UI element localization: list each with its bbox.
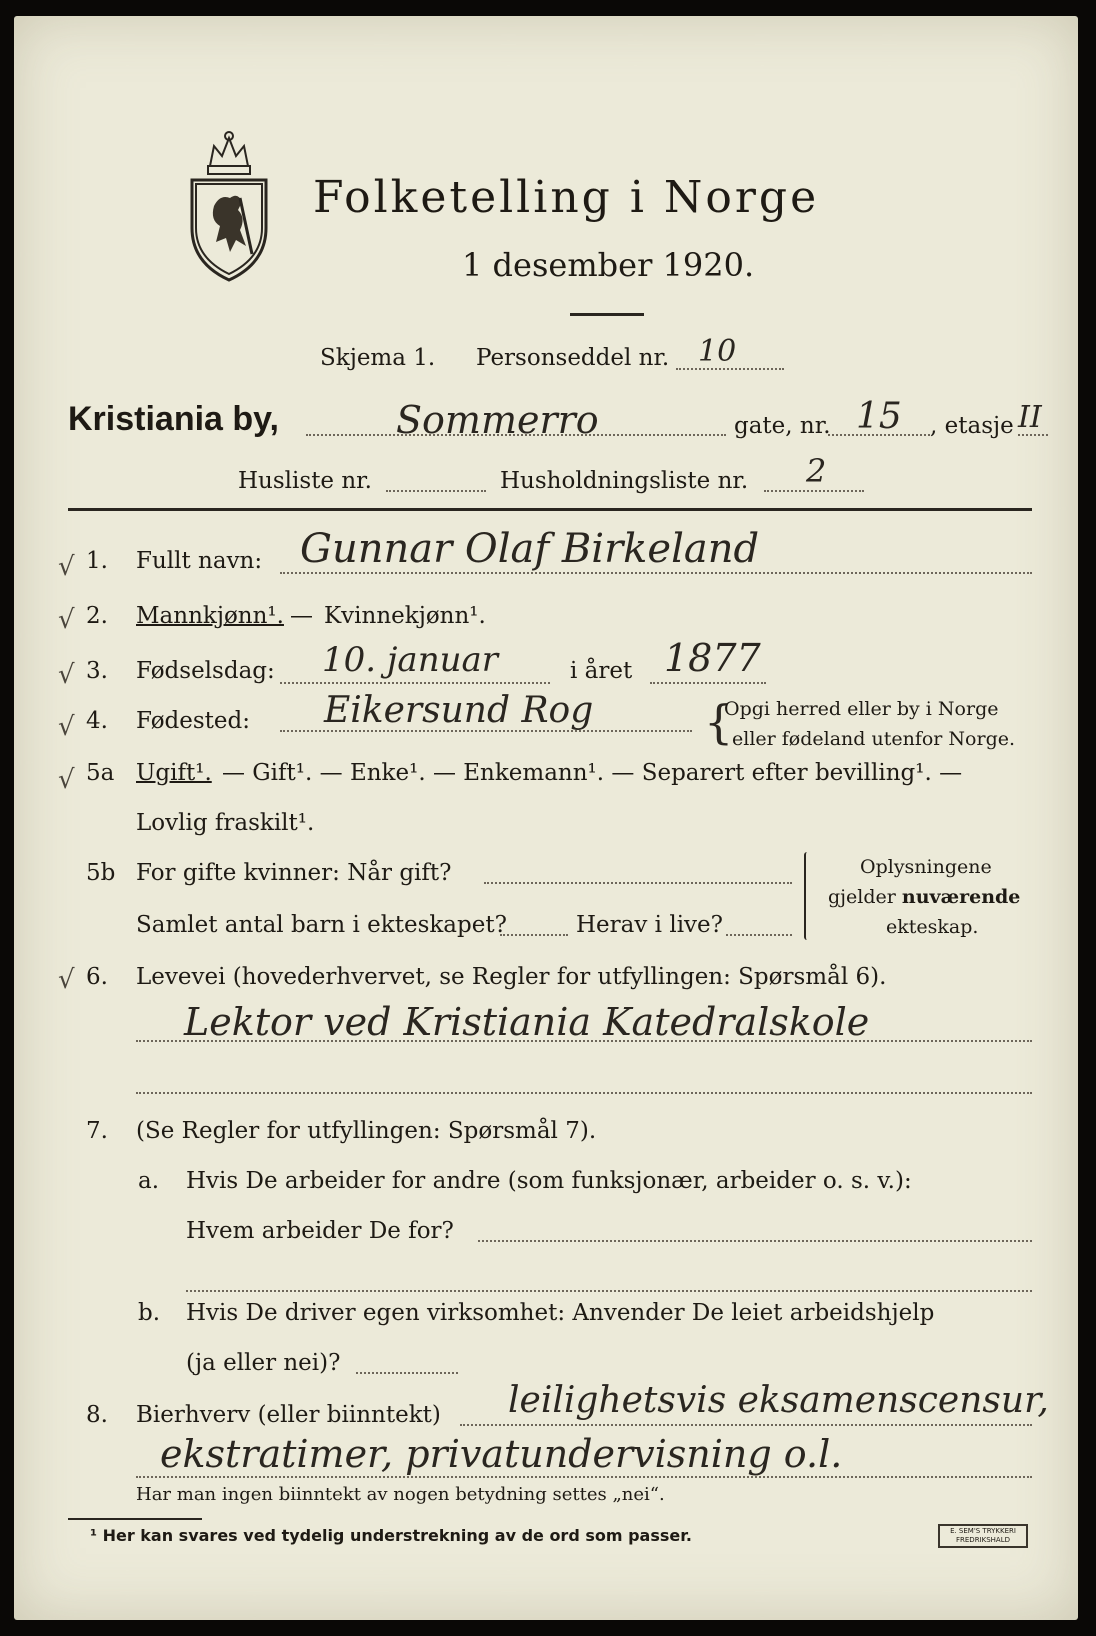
husholdningsliste-line (764, 490, 864, 492)
q5a-number: 5a (86, 760, 115, 786)
alive-line (726, 934, 792, 936)
side-income-value-1[interactable]: leilighetsvis eksamenscensur, (508, 1380, 1049, 1421)
hired-help-line (356, 1372, 458, 1374)
occupation-line-2 (136, 1092, 1032, 1094)
q7b-text: Hvis De driver egen virksomhet: Anvender De leiet arbeidshjelp (186, 1300, 935, 1326)
q7b-yes-no-label: (ja eller nei)? (186, 1350, 341, 1376)
employer-line (478, 1240, 1032, 1242)
etasje-label: , etasje (930, 413, 1014, 439)
etasje-value[interactable]: II (1018, 400, 1042, 435)
husholdningsliste-label: Husholdningsliste nr. (500, 468, 749, 494)
q5b-married-when-label: For gifte kvinner: Når gift? (136, 860, 452, 886)
q2-separator: — (290, 603, 313, 629)
check-mark-icon: √ (58, 605, 75, 635)
q3-label: Fødselsdag: (136, 658, 275, 684)
skjema-label: Skjema 1. (320, 345, 436, 371)
unmarried-option[interactable]: Ugift¹. (136, 760, 212, 786)
year-label: i året (570, 658, 633, 684)
side-income-line-2 (136, 1476, 1032, 1478)
children-line (500, 934, 568, 936)
header-divider (68, 508, 1032, 511)
printer-stamp-line2: FREDRIKSHALD (955, 1536, 1010, 1544)
city-label: Kristiania by, (68, 400, 279, 438)
check-mark-icon: √ (58, 712, 75, 742)
house-number-value[interactable]: 15 (856, 396, 902, 437)
q7a-text: Hvis De arbeider for andre (som funksjonær, arbeider o. s. v.): (186, 1168, 912, 1194)
q7b-letter: b. (138, 1300, 161, 1326)
side-income-line (460, 1424, 1032, 1426)
form-title: Folketelling i Norge (313, 172, 820, 223)
q1-label: Fullt navn: (136, 548, 263, 574)
female-option[interactable]: Kvinnekjønn¹. (324, 603, 486, 629)
q2-number: 2. (86, 603, 108, 629)
q5b-alive-label: Herav i live? (576, 912, 723, 938)
full-name-value[interactable]: Gunnar Olaf Birkeland (300, 526, 760, 572)
check-mark-icon: √ (58, 552, 75, 582)
birthday-value[interactable]: 10. januar (322, 640, 499, 680)
employer-line-2 (186, 1290, 1032, 1292)
husholdningsliste-value[interactable]: 2 (806, 452, 827, 490)
q8-number: 8. (86, 1402, 108, 1428)
printer-stamp (938, 1524, 1028, 1548)
husliste-line (386, 490, 486, 492)
q5b-note-bold: nuværende (901, 886, 1021, 908)
q8-note: Har man ingen biinntekt av nogen betydning settes „nei“. (136, 1484, 665, 1505)
married-when-line (484, 882, 792, 884)
q5b-children-label: Samlet antal barn i ekteskapet? (136, 912, 507, 938)
q4-label: Fødested: (136, 708, 251, 734)
title-divider (570, 313, 644, 316)
q5b-brace (804, 852, 810, 940)
q4-note-line1: Opgi herred eller by i Norge (724, 698, 999, 720)
q3-number: 3. (86, 658, 108, 684)
check-mark-icon: √ (58, 965, 75, 995)
personseddel-label: Personseddel nr. (476, 345, 670, 371)
footnote: ¹ Her kan svares ved tydelig understrekning av de ord som passer. (90, 1526, 692, 1545)
census-date: 1 desember 1920. (462, 246, 755, 284)
check-mark-icon: √ (58, 660, 75, 690)
birthday-line (280, 682, 550, 684)
q4-number: 4. (86, 708, 108, 734)
q5b-note-line3: ekteskap. (886, 916, 979, 938)
check-mark-icon: √ (58, 765, 75, 795)
q7a-employer-label: Hvem arbeider De for? (186, 1218, 454, 1244)
q5b-note-line2: gjelder (828, 886, 902, 908)
street-value[interactable]: Sommerro (396, 398, 599, 442)
q5b-note-line1: Oplysningene (860, 856, 992, 878)
birth-year-line (650, 682, 766, 684)
q7-label: (Se Regler for utfyllingen: Spørsmål 7). (136, 1118, 597, 1144)
side-income-value-2[interactable]: ekstratimer, privatundervisning o.l. (160, 1432, 843, 1476)
birthplace-value[interactable]: Eikersund Rog (324, 690, 594, 731)
q7a-letter: a. (138, 1168, 160, 1194)
q1-number: 1. (86, 548, 108, 574)
q1-line (280, 572, 1032, 574)
gate-label: gate, nr. (734, 413, 831, 439)
norwegian-coat-of-arms-icon (180, 128, 278, 286)
q4-note-line2: eller fødeland utenfor Norge. (732, 728, 1016, 750)
q6-number: 6. (86, 964, 108, 990)
birth-year-value[interactable]: 1877 (664, 636, 761, 680)
husliste-label: Husliste nr. (238, 468, 372, 494)
male-option[interactable]: Mannkjønn¹. (136, 603, 284, 629)
footnote-divider (68, 1518, 202, 1520)
printer-stamp-line1: E. SEM'S TRYKKERI (950, 1527, 1016, 1535)
occupation-value[interactable]: Lektor ved Kristiania Katedralskole (184, 1000, 870, 1044)
q7-number: 7. (86, 1118, 108, 1144)
q6-label: Levevei (hovederhvervet, se Regler for utfyllingen: Spørsmål 6). (136, 964, 887, 990)
q8-label: Bierhverv (eller biinntekt) (136, 1402, 441, 1428)
divorced-option[interactable]: Lovlig fraskilt¹. (136, 810, 315, 836)
q5b-number: 5b (86, 860, 116, 886)
q4-brace: { (704, 695, 734, 749)
personseddel-value[interactable]: 10 (698, 334, 737, 369)
marital-status-options[interactable]: — Gift¹. — Enke¹. — Enkemann¹. — Separert efter bevilling¹. — (222, 760, 963, 786)
